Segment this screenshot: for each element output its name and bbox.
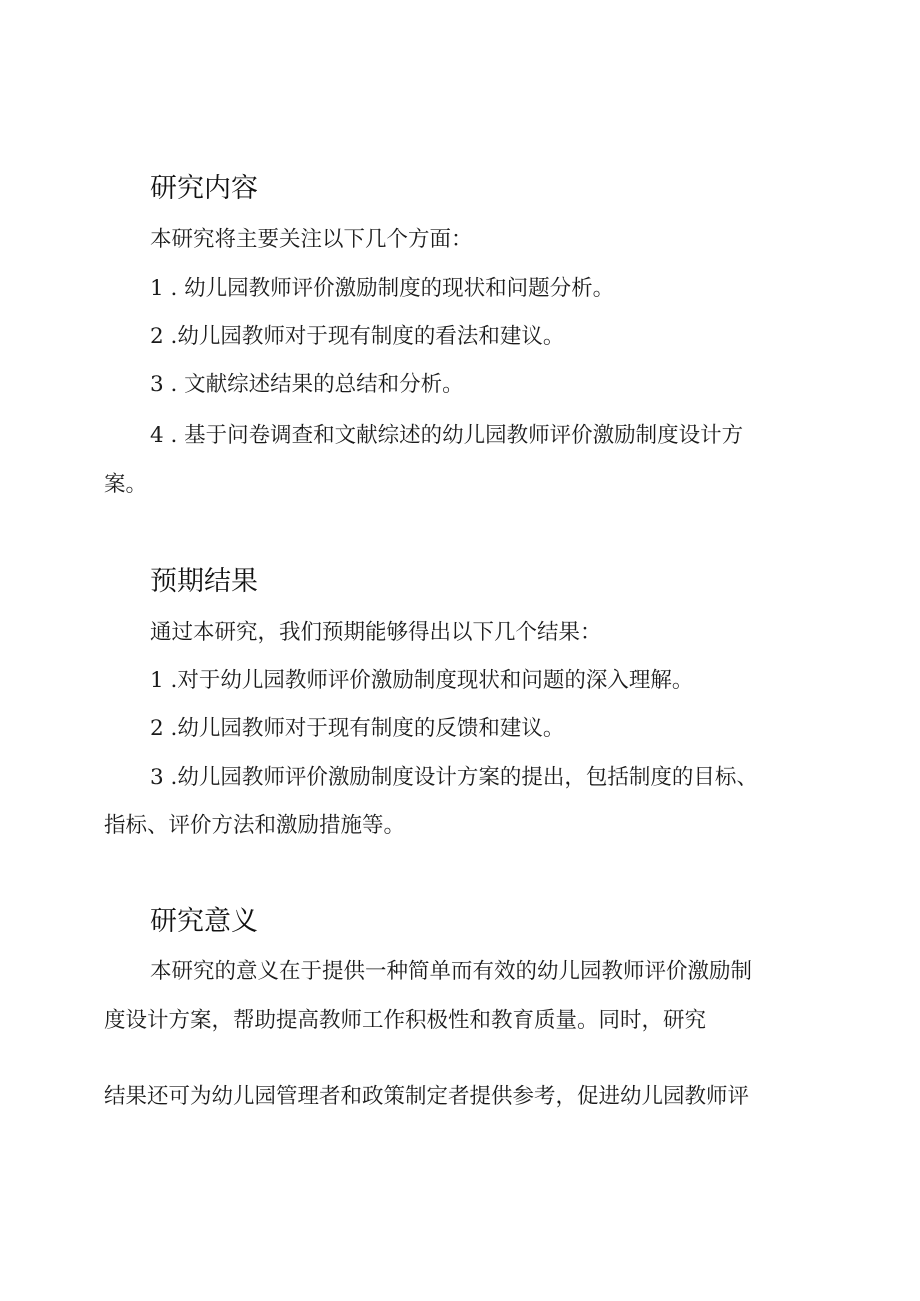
paragraph-line: 结果还可为幼儿园管理者和政策制定者提供参考，促进幼儿园教师评 [104,1084,750,1109]
paragraph-line: 通过本研究，我们预期能够得出以下几个结果： [150,620,602,645]
list-item-continuation: 案。 [104,472,148,497]
list-item: 1 . 幼儿园教师评价激励制度的现状和问题分析。 [150,276,615,301]
section-heading-expected-results: 预期结果 [150,566,258,597]
list-item-continuation: 指标、评价方法和激励措施等。 [104,813,406,838]
list-item: 2 .幼儿园教师对于现有制度的反馈和建议。 [150,716,565,741]
paragraph-line: 本研究将主要关注以下几个方面： [150,227,473,252]
list-item: 4 . 基于问卷调查和文献综述的幼儿园教师评价激励制度设计方 [150,423,744,448]
section-heading-research-content: 研究内容 [150,173,258,204]
paragraph-line: 本研究的意义在于提供一种简单而有效的幼儿园教师评价激励制 [150,959,753,984]
list-item: 2 .幼儿园教师对于现有制度的看法和建议。 [150,324,565,349]
section-heading-research-significance: 研究意义 [150,906,258,937]
list-item: 1 .对于幼儿园教师评价激励制度现状和问题的深入理解。 [150,668,694,693]
list-item: 3 .幼儿园教师评价激励制度设计方案的提出，包括制度的目标、 [150,765,758,790]
list-item: 3 . 文献综述结果的总结和分析。 [150,372,464,397]
paragraph-line: 度设计方案，帮助提高教师工作积极性和教育质量。同时，研究 [104,1008,707,1033]
